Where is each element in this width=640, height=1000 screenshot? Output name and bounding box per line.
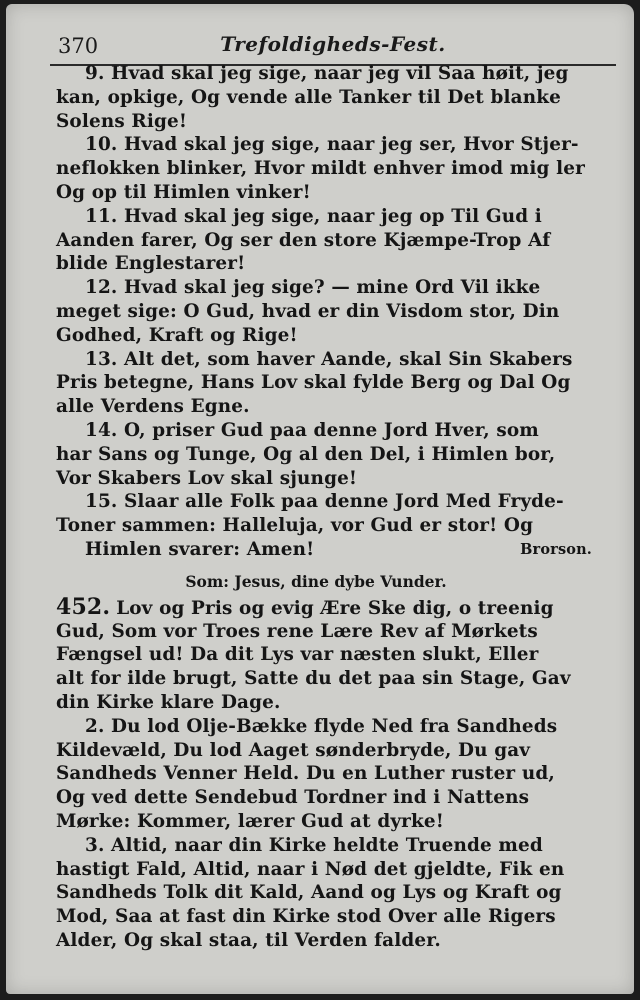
verse-line: Solens Rige!: [56, 110, 188, 132]
hymn-first-line: [56, 593, 626, 620]
verse-line: Mod, Saa at fast din Kirke stod Over alle Rigers: [56, 906, 556, 928]
verse-line: 11. Hvad skal jeg sige, naar jeg op Til Gud i: [85, 205, 542, 227]
hymn-section: [56, 620, 626, 953]
verse-line: Aanden farer, Og ser den store Kjæmpe-Trop Af: [56, 229, 551, 251]
melody-note: Som: Jesus, dine dybe Vunder.: [185, 571, 447, 591]
verse-last-line: Himlen svarer: Amen!: [85, 538, 315, 560]
verse-line: Toner sammen: Halleluja, vor Gud er stor! Og: [56, 515, 534, 537]
verse-line: Pris betegne, Hans Lov skal fylde Berg og Dal Og: [56, 372, 571, 394]
running-title: Trefoldigheds-Fest.: [220, 32, 446, 56]
verse-line: Gud, Som vor Troes rene Lære Rev af Mørkets: [56, 620, 538, 642]
verse-line: Alder, Og skal staa, til Verden falder.: [56, 929, 441, 951]
verse-line: alt for ilde brugt, Satte du det paa sin Stage, Gav: [56, 668, 571, 690]
verse-line: kan, opkige, Og vende alle Tanker til Det blanke: [56, 86, 561, 108]
verse-line: har Sans og Tunge, Og al den Del, i Himlen bor,: [56, 443, 556, 465]
verse-line: 15. Slaar alle Folk paa denne Jord Med Fryde-: [85, 491, 564, 513]
verse-line: Og ved dette Sendebud Tordner ind i Nattens: [56, 787, 530, 809]
verse-line: din Kirke klare Dage.: [56, 691, 281, 713]
verse-line: 3. Altid, naar din Kirke heldte Truende med: [85, 834, 543, 856]
verse-line: 14. O, priser Gud paa denne Jord Hver, som: [85, 419, 539, 441]
verse-line: Vor Skabers Lov skal sjunge!: [56, 467, 358, 489]
verse-line: Og op til Himlen vinker!: [56, 181, 311, 203]
verses-section: [56, 62, 626, 538]
verse-line: Sandheds Tolk dit Kald, Aand og Lys og Kraft og: [56, 882, 562, 904]
verse-line: hastigt Fald, Altid, naar i Nød det gjeldte, Fik en: [56, 858, 565, 880]
verse-line: Mørke: Kommer, lærer Gud at dyrke!: [56, 810, 444, 832]
author-credit: Brorson.: [520, 540, 592, 558]
verse-line: 9. Hvad skal jeg sige, naar jeg vil Saa høit, jeg: [85, 63, 569, 84]
verse-line: 2. Du lod Olje-Bække flyde Ned fra Sandheds: [85, 715, 558, 737]
page-number: 370: [58, 34, 99, 58]
verse-line: alle Verdens Egne.: [56, 396, 250, 418]
verse-line: Fængsel ud! Da dit Lys var næsten slukt, Eller: [56, 644, 539, 666]
verse-line: Sandheds Venner Held. Du en Luther ruster ud,: [56, 763, 555, 785]
verse-line: 10. Hvad skal jeg sige, naar jeg ser, Hvor Stjer-: [85, 134, 579, 156]
verse-line: Godhed, Kraft og Rige!: [56, 324, 298, 346]
page-header: [50, 30, 616, 66]
verse-line: [56, 538, 626, 562]
hymn-number: 452.: [56, 593, 111, 620]
hymn-first-line-text: Lov og Pris og evig Ære Ske dig, o treenig: [116, 597, 554, 619]
verse-line: Kildevæld, Du lod Aaget sønderbryde, Du gav: [56, 739, 531, 761]
page-body: [56, 62, 626, 953]
verse-line: 13. Alt det, som haver Aande, skal Sin Skabers: [85, 348, 573, 370]
verse-line: meget sige: O Gud, hvad er din Visdom stor, Din: [56, 300, 560, 322]
verse-line: 12. Hvad skal jeg sige? — mine Ord Vil ikke: [85, 277, 541, 299]
verse-line: blide Englestarer!: [56, 253, 246, 275]
verse-line: neflokken blinker, Hvor mildt enhver imod mig ler: [56, 158, 585, 180]
